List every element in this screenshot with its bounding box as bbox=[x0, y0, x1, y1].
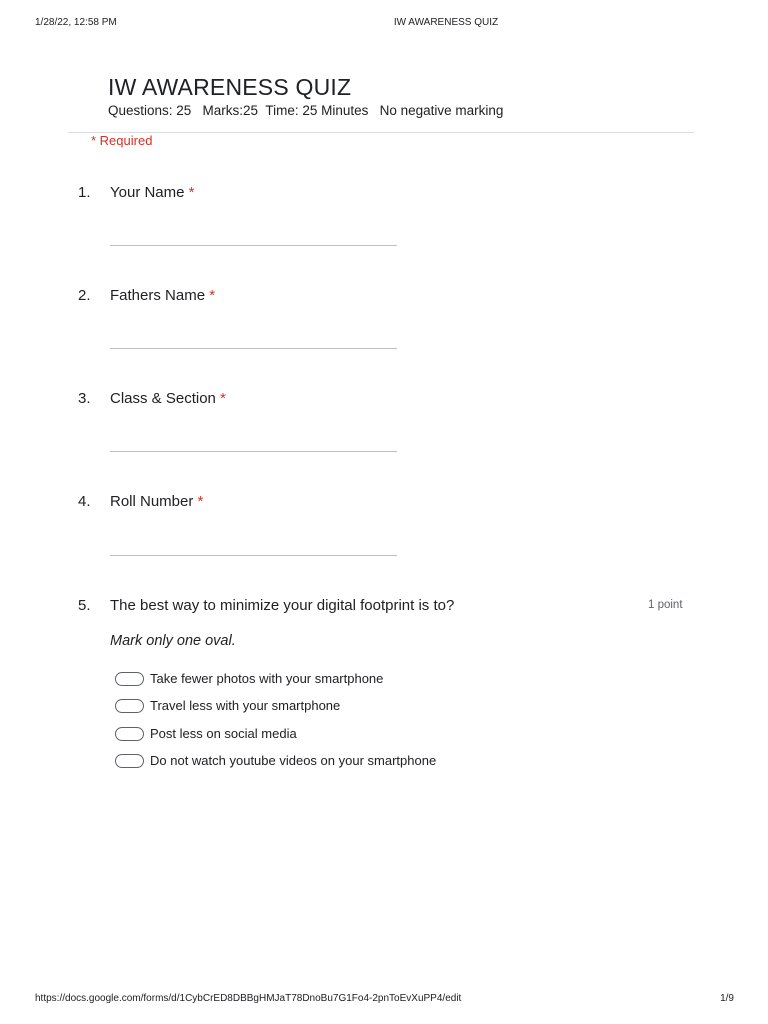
name-answer-field[interactable] bbox=[110, 245, 397, 246]
form-description: Questions: 25 Marks:25 Time: 25 Minutes No negative marking bbox=[108, 103, 504, 118]
points-label: 1 point bbox=[648, 599, 683, 611]
print-doc-title: IW AWARENESS QUIZ bbox=[393, 17, 499, 28]
required-note: * Required bbox=[91, 133, 153, 148]
fathers-name-answer-field[interactable] bbox=[110, 348, 397, 349]
print-url: https://docs.google.com/forms/d/1CybCrED8DBBgHMJaT78DnoBu7G1Fo4-2pnToEvXuPP4/edit bbox=[35, 993, 462, 1004]
radio-oval[interactable] bbox=[115, 672, 144, 686]
question-number: 3. bbox=[78, 390, 91, 407]
question-number: 5. bbox=[78, 597, 91, 614]
question-title: Fathers Name * bbox=[110, 287, 216, 304]
question-title: The best way to minimize your digital footprint is to? bbox=[110, 597, 455, 614]
roll-number-answer-field[interactable] bbox=[110, 555, 397, 556]
option-label: Travel less with your smartphone bbox=[150, 698, 341, 713]
required-star: * bbox=[197, 493, 204, 510]
required-star: * bbox=[209, 287, 216, 304]
required-star: * bbox=[188, 184, 195, 201]
print-footer bbox=[0, 993, 768, 1007]
radio-oval[interactable] bbox=[115, 699, 144, 713]
question-title: Your Name * bbox=[110, 184, 195, 201]
class-section-answer-field[interactable] bbox=[110, 451, 397, 452]
question-number: 2. bbox=[78, 287, 91, 304]
question-title: Roll Number * bbox=[110, 493, 204, 510]
header-divider bbox=[68, 132, 694, 133]
instruction-text: Mark only one oval. bbox=[110, 633, 236, 649]
option-label: Do not watch youtube videos on your smartphone bbox=[150, 753, 437, 768]
print-header bbox=[0, 17, 768, 31]
question-title: Class & Section * bbox=[110, 390, 226, 407]
print-datetime: 1/28/22, 12:58 PM bbox=[35, 17, 117, 28]
question-number: 4. bbox=[78, 493, 91, 510]
form-title: IW AWARENESS QUIZ bbox=[108, 74, 352, 100]
question-number: 1. bbox=[78, 184, 91, 201]
radio-oval[interactable] bbox=[115, 727, 144, 741]
radio-oval[interactable] bbox=[115, 754, 144, 768]
option-label: Take fewer photos with your smartphone bbox=[150, 671, 384, 686]
page-number: 1/9 bbox=[720, 993, 734, 1004]
required-star: * bbox=[220, 390, 226, 407]
option-label: Post less on social media bbox=[150, 726, 297, 741]
